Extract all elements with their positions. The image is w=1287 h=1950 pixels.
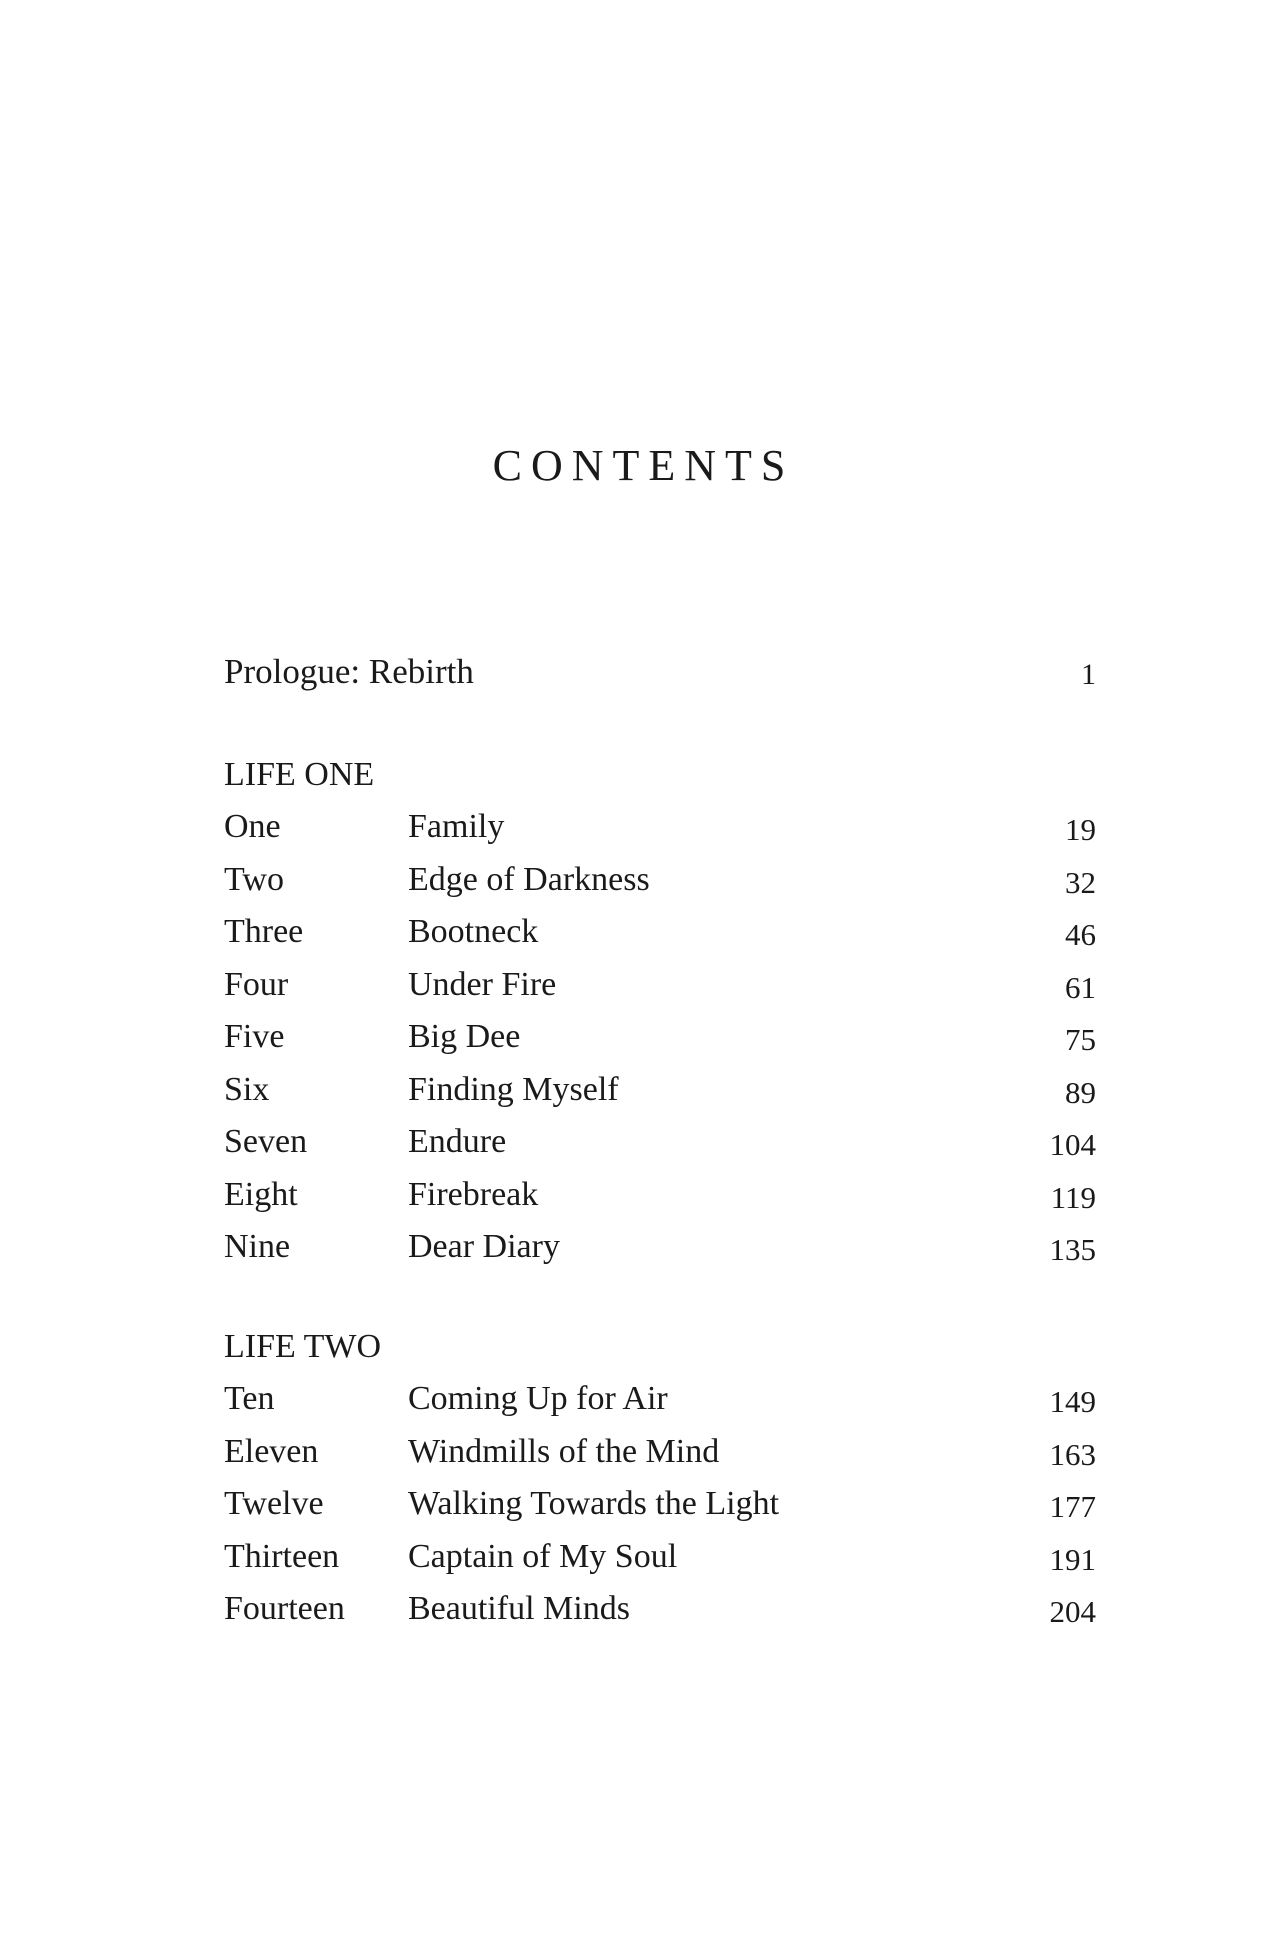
chapter-number: Five [224, 1018, 285, 1055]
toc-entry[interactable] [224, 1228, 1096, 1281]
toc-entry[interactable] [224, 913, 1096, 966]
toc-entry[interactable] [224, 1590, 1096, 1643]
chapter-page-number: 191 [1049, 1541, 1096, 1577]
toc-entry[interactable] [224, 1123, 1096, 1176]
toc-entry[interactable] [224, 1176, 1096, 1229]
prologue-title: Prologue: Rebirth [224, 652, 474, 691]
chapter-title: Endure [408, 1123, 507, 1160]
chapter-title: Finding Myself [408, 1070, 619, 1108]
chapter-page-number: 204 [1049, 1594, 1096, 1629]
chapter-page-number: 104 [1049, 1127, 1096, 1162]
chapter-number: Thirteen [224, 1537, 340, 1575]
chapter-title: Coming Up for Air [408, 1380, 668, 1417]
toc-entry-prologue[interactable] [224, 652, 1096, 704]
part-life-one [224, 756, 1096, 1281]
chapter-number: Ten [224, 1380, 275, 1417]
chapter-title: Beautiful Minds [408, 1590, 630, 1627]
toc-entry[interactable] [224, 1485, 1096, 1538]
chapter-number: Two [224, 860, 284, 898]
chapter-number: Nine [224, 1228, 291, 1265]
chapter-number: Twelve [224, 1485, 324, 1522]
toc-entry[interactable] [224, 1433, 1096, 1486]
chapter-page-number: 32 [1065, 864, 1096, 900]
toc-entry[interactable] [224, 1380, 1096, 1433]
chapter-page-number: 163 [1049, 1436, 1096, 1472]
page-title: CONTENTS [492, 441, 795, 490]
chapter-number: Six [224, 1070, 270, 1108]
chapter-page-number: 89 [1065, 1074, 1096, 1110]
chapter-title: Walking Towards the Light [408, 1485, 780, 1522]
chapter-page-number: 149 [1049, 1384, 1096, 1419]
chapter-page-number: 177 [1049, 1489, 1096, 1524]
part-heading: LIFE TWO [224, 1328, 382, 1365]
prologue-page-number: 1 [1081, 658, 1096, 691]
toc-entry[interactable] [224, 861, 1096, 914]
chapter-title: Big Dee [408, 1018, 521, 1055]
chapter-number: One [224, 808, 281, 845]
chapter-page-number: 135 [1049, 1232, 1096, 1267]
chapter-number: Eleven [224, 1432, 319, 1470]
chapter-number: Three [224, 913, 304, 950]
chapter-page-number: 75 [1065, 1022, 1096, 1057]
part-life-two [224, 1328, 1096, 1643]
chapter-title: Under Fire [408, 965, 557, 1003]
chapter-page-number: 46 [1065, 917, 1096, 952]
chapter-title: Firebreak [408, 1175, 539, 1213]
toc-entry[interactable] [224, 808, 1096, 861]
chapter-page-number: 19 [1065, 812, 1096, 847]
chapter-number: Eight [224, 1175, 298, 1213]
chapter-title: Bootneck [408, 913, 539, 950]
toc-entry[interactable] [224, 1018, 1096, 1071]
toc-entry[interactable] [224, 966, 1096, 1019]
chapter-title: Family [408, 808, 505, 845]
chapter-page-number: 119 [1050, 1179, 1096, 1215]
chapter-title: Edge of Darkness [408, 860, 650, 898]
chapter-page-number: 61 [1065, 969, 1096, 1005]
chapter-title: Dear Diary [408, 1228, 560, 1265]
chapter-title: Windmills of the Mind [408, 1432, 720, 1470]
chapter-number: Four [224, 965, 289, 1003]
part-heading: LIFE ONE [224, 756, 375, 793]
toc-entry[interactable] [224, 1538, 1096, 1591]
chapter-number: Fourteen [224, 1590, 345, 1627]
toc-entry[interactable] [224, 1071, 1096, 1124]
chapter-number: Seven [224, 1123, 308, 1160]
chapter-title: Captain of My Soul [408, 1537, 678, 1575]
